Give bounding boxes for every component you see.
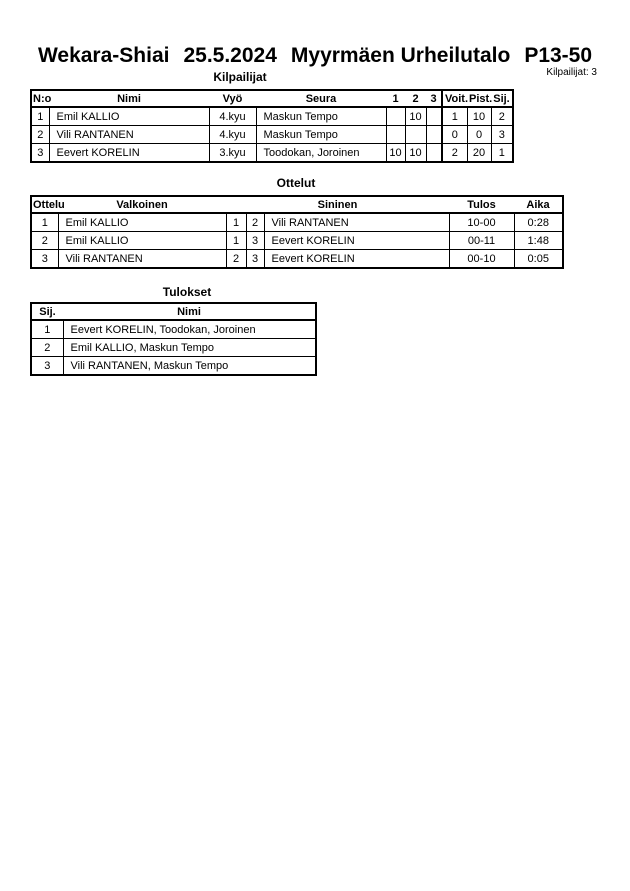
cell-sij: 3 [491,126,513,144]
cell-score-1 [386,126,405,144]
cell-pist: 20 [467,144,491,163]
cell-score-1 [386,107,405,126]
cell-blue-no: 2 [246,213,264,232]
match-row [31,232,563,250]
col-header-aika: Aika [514,196,563,213]
cell-nimi: Eevert KORELIN [49,144,209,163]
competitor-row [31,107,513,126]
col-header-2: 2 [405,90,426,107]
col-header-ottelu: Ottelu [31,196,58,213]
cell-pist: 10 [467,107,491,126]
cell-no: 3 [31,144,49,163]
competitor-row [31,126,513,144]
cell-blue-name: Vili RANTANEN [264,213,449,232]
cell-nimi: Emil KALLIO [49,107,209,126]
competitor-row [31,144,513,163]
cell-white-no: 2 [226,250,246,269]
doc-title-event: Wekara-Shiai [37,44,170,67]
cell-score-3 [426,126,442,144]
cell-vyo: 4.kyu [209,126,256,144]
match-row [31,213,563,232]
cell-white-no: 1 [226,232,246,250]
matches-table [30,195,564,269]
cell-sij: 1 [491,144,513,163]
cell-seura: Maskun Tempo [256,126,386,144]
cell-name-club: Vili RANTANEN, Maskun Tempo [63,357,316,376]
cell-vyo: 3.kyu [209,144,256,163]
cell-score-2 [405,126,426,144]
cell-match-no: 1 [31,213,58,232]
section-title-ottelut: Ottelut [276,176,316,190]
col-header-pist: Pist. [467,90,491,107]
col-header-vyo: Vyö [209,90,256,107]
cell-white-no: 1 [226,213,246,232]
cell-white-name: Emil KALLIO [58,232,226,250]
cell-score-2: 10 [405,107,426,126]
col-header-nimi: Nimi [49,90,209,107]
col-header-tulos: Tulos [449,196,514,213]
cell-vyo: 4.kyu [209,107,256,126]
col-header-nimi: Nimi [63,303,316,320]
cell-score-2: 10 [405,144,426,163]
cell-sij: 2 [491,107,513,126]
cell-nimi: Vili RANTANEN [49,126,209,144]
cell-voit: 0 [442,126,467,144]
cell-blue-name: Eevert KORELIN [264,232,449,250]
cell-time: 1:48 [514,232,563,250]
competitors-count-label: Kilpailijat: 3 [546,67,597,78]
doc-title-venue: Myyrmäen Urheilutalo [290,44,511,67]
col-header-sij: Sij. [31,303,63,320]
cell-voit: 2 [442,144,467,163]
cell-result: 00-11 [449,232,514,250]
cell-blue-no: 3 [246,250,264,269]
match-row [31,250,563,269]
cell-blue-no: 3 [246,232,264,250]
col-header-1: 1 [386,90,405,107]
cell-no: 2 [31,126,49,144]
cell-rank: 1 [31,320,63,339]
cell-rank: 3 [31,357,63,376]
col-header-valkoinen: Valkoinen [58,196,226,213]
cell-pist: 0 [467,126,491,144]
doc-title-category: P13-50 [524,44,593,67]
cell-match-no: 3 [31,250,58,269]
cell-score-3 [426,107,442,126]
result-row [31,357,316,376]
col-header-seura: Seura [256,90,386,107]
results-table [30,302,317,376]
results-header-row [31,303,316,320]
cell-score-3 [426,144,442,163]
col-header-voit: Voit. [442,90,467,107]
cell-seura: Toodokan, Joroinen [256,144,386,163]
section-title-kilpailijat: Kilpailijat [213,70,267,84]
cell-result: 00-10 [449,250,514,269]
doc-title-date: 25.5.2024 [183,44,277,67]
col-header-3: 3 [426,90,442,107]
cell-match-no: 2 [31,232,58,250]
cell-voit: 1 [442,107,467,126]
doc-title [0,44,630,68]
cell-white-name: Emil KALLIO [58,213,226,232]
competitors-table [30,89,514,163]
cell-white-name: Vili RANTANEN [58,250,226,269]
competitors-header-row [31,90,513,107]
matches-header-row [31,196,563,213]
col-header-sij: Sij. [491,90,513,107]
cell-time: 0:28 [514,213,563,232]
cell-blue-name: Eevert KORELIN [264,250,449,269]
result-row [31,320,316,339]
result-row [31,339,316,357]
cell-score-1: 10 [386,144,405,163]
cell-result: 10-00 [449,213,514,232]
cell-time: 0:05 [514,250,563,269]
cell-no: 1 [31,107,49,126]
section-title-tulokset: Tulokset [162,285,212,299]
col-header-no: N:o [31,90,49,107]
col-header-sininen: Sininen [226,196,449,213]
cell-seura: Maskun Tempo [256,107,386,126]
cell-rank: 2 [31,339,63,357]
cell-name-club: Emil KALLIO, Maskun Tempo [63,339,316,357]
cell-name-club: Eevert KORELIN, Toodokan, Joroinen [63,320,316,339]
